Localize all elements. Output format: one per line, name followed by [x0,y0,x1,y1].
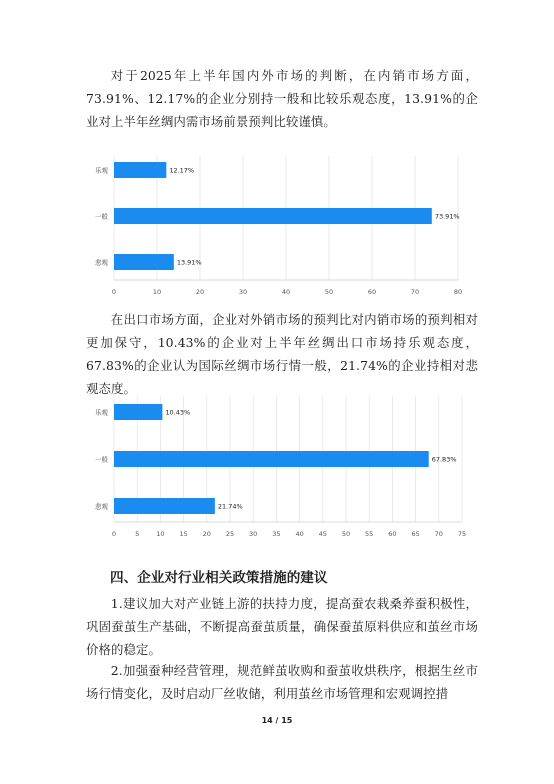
bar [114,162,166,178]
x-tick-label: 40 [295,530,304,538]
category-label: 一般 [95,455,108,464]
data-label: 13.91% [176,258,202,267]
data-label: 10.43% [165,408,191,417]
category-label: 一般 [95,212,108,221]
x-tick-label: 15 [179,530,188,538]
category-label: 乐观 [95,408,108,417]
paragraph-suggestion-2: 2.加强蚕种经营管理，规范鲜茧收购和蚕茧收烘秩序，根据生丝市场行情变化，及时启动厂丝收储，利用茧丝市场管理和宏观调控措 [86,663,478,701]
x-tick-label: 60 [388,530,397,538]
bar [114,404,162,420]
bar [114,208,432,224]
x-tick-label: 30 [238,288,248,296]
x-tick-label: 10 [152,288,162,296]
x-tick-label: 70 [434,530,443,538]
chart-domestic-market [82,150,482,304]
x-tick-label: 35 [272,530,281,538]
x-tick-label: 55 [365,530,374,538]
x-tick-label: 60 [367,288,377,296]
x-tick-label: 80 [453,288,463,296]
x-tick-label: 25 [225,530,235,538]
data-label: 67.83% [431,455,457,464]
data-label: 12.17% [169,166,195,175]
data-label: 21.74% [217,502,243,511]
x-tick-label: 50 [324,288,334,296]
x-tick-label: 30 [249,530,258,538]
bar [114,498,215,514]
category-label: 悲观 [95,258,108,267]
domestic-market-bar-chart [82,150,482,300]
paragraph-export-market: 在出口市场方面，企业对外销市场的预判比对内销市场的预判相对更加保守，10.43%的企业对上半年丝绸出口市场持乐观态度，67.83%的企业认为国际丝绸市场行情一般，21.74%的企业持相对悲观态度。 [86,312,478,396]
bar [114,451,429,467]
x-tick-label: 20 [202,530,211,538]
page-number: 14 / 15 [261,716,293,725]
category-label: 乐观 [95,166,108,175]
x-tick-label: 0 [111,530,117,538]
x-tick-label: 45 [318,530,327,538]
x-tick-label: 5 [135,530,140,538]
data-label: 73.91% [434,212,460,221]
paragraph-domestic-market: 对于2025年上半年国内外市场的判断，在内销市场方面，73.91%、12.17%的企业分别持一般和比较乐观态度，13.91%的企业对上半年丝绸内需市场前景预判比较谨慎。 [86,68,478,129]
paragraph-suggestion-1: 1.建议加大对产业链上游的扶持力度，提高蚕农栽桑养蚕积极性，巩固蚕茧生产基础，不断提高蚕茧质量，确保蚕茧原料供应和茧丝市场价格的稳定。 [86,596,478,657]
export-market-bar-chart [82,392,482,542]
bar [114,254,174,270]
x-tick-label: 50 [341,530,351,538]
chart-export-market [82,392,482,546]
x-tick-label: 0 [111,288,117,296]
x-tick-label: 40 [281,288,291,296]
x-tick-label: 10 [156,530,165,538]
x-tick-label: 70 [410,288,420,296]
x-tick-label: 20 [195,288,205,296]
section-heading: 四、企业对行业相关政策措施的建议 [110,570,328,586]
category-label: 悲观 [95,502,108,511]
x-tick-label: 75 [457,530,467,538]
x-tick-label: 65 [411,530,420,538]
